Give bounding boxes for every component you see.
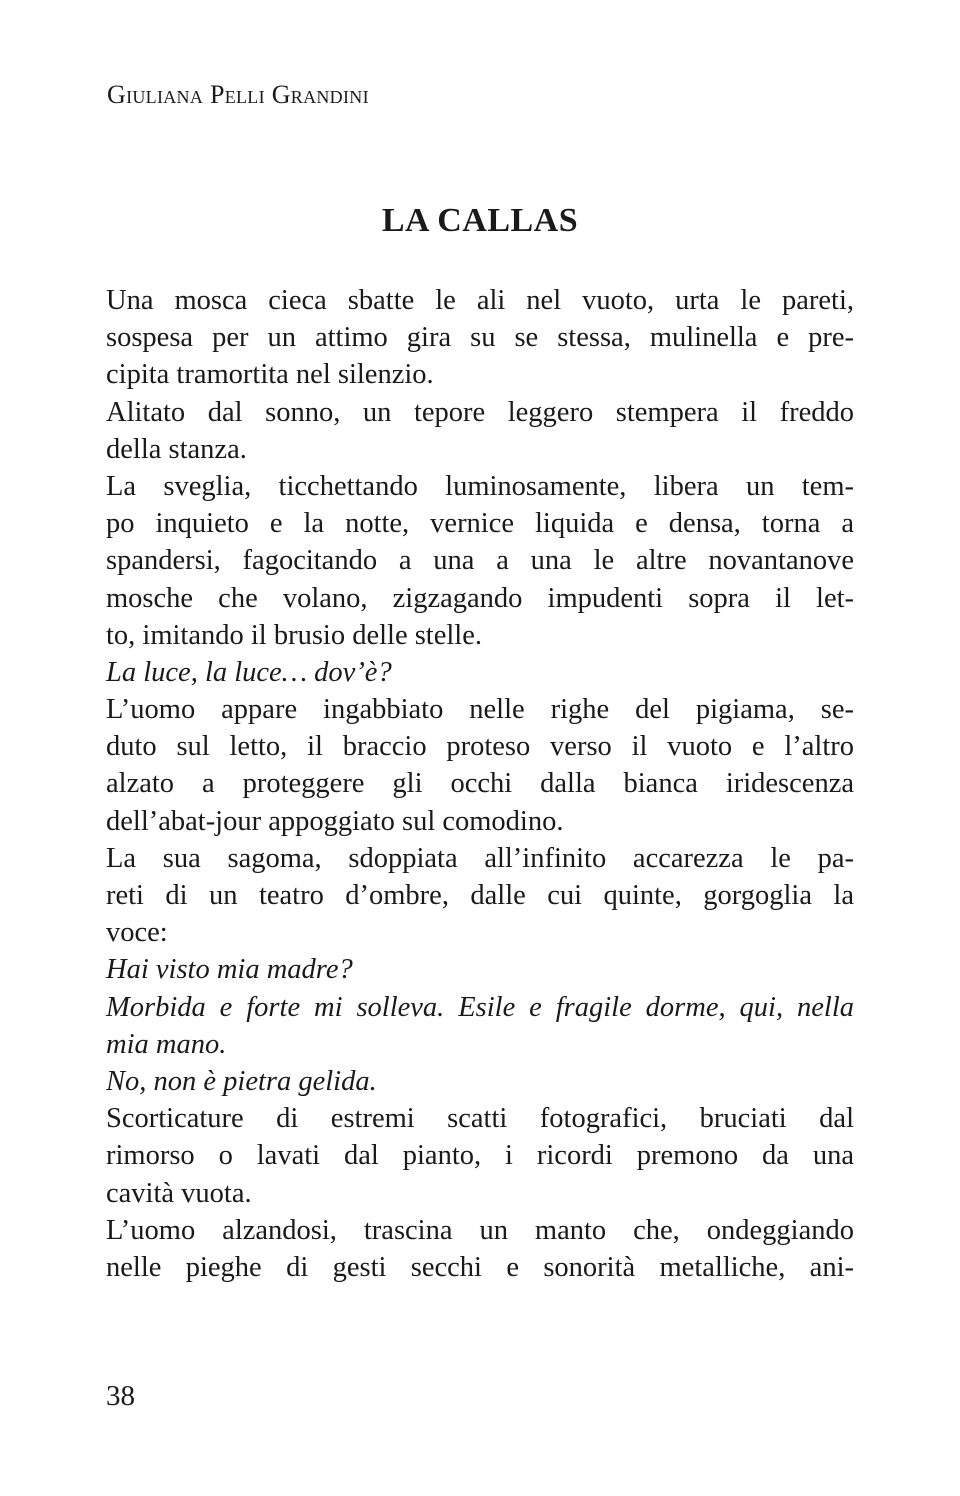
text-line: po inquieto e la notte, vernice liquida e densa, torna a bbox=[106, 508, 854, 540]
text-line: La sua sagoma, sdoppiata all’infinito accarezza le pa- bbox=[106, 842, 854, 874]
running-head: Giuliana Pelli Grandini bbox=[107, 80, 369, 109]
text-line: reti di un teatro d’ombre, dalle cui quinte, gorgoglia la bbox=[106, 880, 854, 911]
text-line: cipita tramortita nel silenzio. bbox=[106, 359, 434, 391]
text-line: voce: bbox=[106, 917, 168, 949]
text-line: sospesa per un attimo gira su se stessa, mulinella e pre- bbox=[106, 322, 854, 354]
text-line: della stanza. bbox=[106, 433, 247, 465]
text-line: Scorticature di estremi scatti fotografici, bruciati dal bbox=[106, 1103, 854, 1135]
text-line: alzato a proteggere gli occhi dalla bianca iridescenza bbox=[106, 768, 854, 800]
text-line: Alitato dal sonno, un tepore leggero stempera il freddo bbox=[106, 396, 854, 428]
text-line: mia mano. bbox=[106, 1028, 227, 1060]
body-text bbox=[106, 282, 854, 1286]
page-number: 38 bbox=[106, 1380, 135, 1412]
text-line: No, non è pietra gelida. bbox=[106, 1065, 377, 1097]
text-line: rimorso o lavati dal pianto, i ricordi premono da una bbox=[106, 1140, 854, 1172]
text-line: Morbida e forte mi solleva. Esile e fragile dorme, qui, nella bbox=[106, 991, 854, 1023]
chapter-title: LA CALLAS bbox=[381, 202, 579, 239]
text-line: La luce, la luce… dov’è? bbox=[106, 656, 392, 688]
text-line: nelle pieghe di gesti secchi e sonorità metalliche, ani- bbox=[106, 1251, 854, 1283]
text-line: cavità vuota. bbox=[106, 1177, 252, 1209]
text-line: Una mosca cieca sbatte le ali nel vuoto, urta le pareti, bbox=[106, 285, 854, 316]
text-line: La sveglia, ticchettando luminosamente, libera un tem- bbox=[106, 470, 854, 502]
text-line: L’uomo appare ingabbiato nelle righe del pigiama, se- bbox=[106, 694, 854, 726]
text-line: L’uomo alzandosi, trascina un manto che, ondeggiando bbox=[106, 1214, 854, 1246]
text-line: spandersi, fagocitando a una a una le altre novantanove bbox=[106, 545, 854, 577]
text-line: Hai visto mia madre? bbox=[106, 954, 353, 986]
text-line: dell’abat-jour appoggiato sul comodino. bbox=[106, 805, 564, 837]
text-line: to, imitando il brusio delle stelle. bbox=[106, 619, 482, 651]
text-line: duto sul letto, il braccio proteso verso il vuoto e l’altro bbox=[106, 731, 854, 763]
text-line: mosche che volano, zigzagando impudenti sopra il let- bbox=[106, 582, 854, 614]
